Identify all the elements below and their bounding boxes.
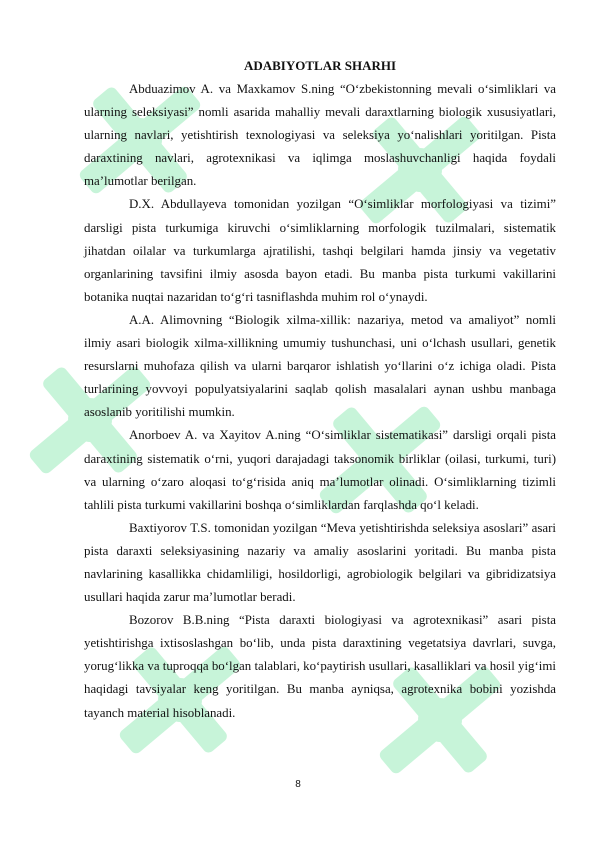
paragraph-5: Baxtiyorov T.S. tomonidan yozilgan “Meva yetishtirishda seleksiya asoslari” asari pista daraxti seleksiyasining nazariy va amaliy asoslarini yoritadi. Bu manba pista navlarining kasallikka chidamliligi, hosildorligi, agrobiologik belgilari va gibridizatsiya usullari haqida zarur ma’lumotlar beradi. [84, 520, 556, 605]
paragraph-4: Anorboev A. va Xayitov A.ning “O‘simliklar sistematikasi” darsligi orqali pista daraxtining sistematik o‘rni, yuqori darajadagi taksonomik birliklar (oilasi, turkumi, turi) va ularning o‘zaro aloqasi to‘g‘risida aniq ma’lumotlar olinadi. O‘simliklarning tizimli tahlili pista turkumi vakillarini boshqa o‘simliklardan farqlashda qo‘l keladi. [84, 428, 556, 512]
paragraph-2: D.X. Abdullayeva tomonidan yozilgan “O‘simliklar morfologiyasi va tizimi” darsligi pista turkumiga kiruvchi o‘simliklarning morfologik tuzilmalari, sistematik jihatdan oilalar va turkumlarga ajratilishi, tashqi belgilari hamda jinsiy va vegetativ organlarining tavsifini ilmiy asosda bayon etadi. Bu manba pista turkumi vakillarini botanika nuqtai nazaridan to‘g‘ri tasniflashda muhim rol o‘ynaydi. [84, 197, 556, 304]
paragraph-3: A.A. Alimovning “Biologik xilma-xillik: nazariya, metod va amaliyot” nomli ilmiy asari biologik xilma-xillikning umumiy tushunchasi, uni o‘lchash usullari, genetik resurslarni muhofaza qilish va ularni barqaror ishlatish yo‘llarini o‘z ichiga oladi. Pista turlarining yovvoyi populyatsiyalarini saqlab qolish masalalari aynan ushbu manbaga asoslanib yoritilishi mumkin. [84, 312, 556, 420]
paragraph-1: Abduazimov A. va Maxkamov S.ning “O‘zbekistonning mevali o‘simliklari va ularning seleksiyasi” nomli asarida mahalliy mevali daraxtlarning biologik xususiyatlari, ularning navlari, yetishtirish texnologiyasi va seleksiya yo‘nalishlari yoritilgan. Pista daraxtining navlari, agrotexnikasi va iqlimga moslashuvchanligi haqida foydali ma’lumotlar berilgan. [84, 82, 556, 189]
paragraph-6: Bozorov B.B.ning “Pista daraxti biologiyasi va agrotexnikasi” asari pista yetishtirishga ixtisoslashgan bo‘lib, unda pista daraxtining vegetatsiya davrlari, suvga, yorug‘likka va tuproqqa bo‘lgan talablari, ko‘paytirish usullari, kasalliklari va hosil yig‘imi haqidagi tavsiyalar keng yoritilgan. Bu manba ayniqsa, agrotexnika bobini yozishda tayanch material hisoblanadi. [84, 613, 556, 720]
page-title: ADABIYOTLAR SHARHI [243, 58, 397, 73]
document-page [84, 56, 556, 725]
page-number: 8 [295, 779, 301, 790]
